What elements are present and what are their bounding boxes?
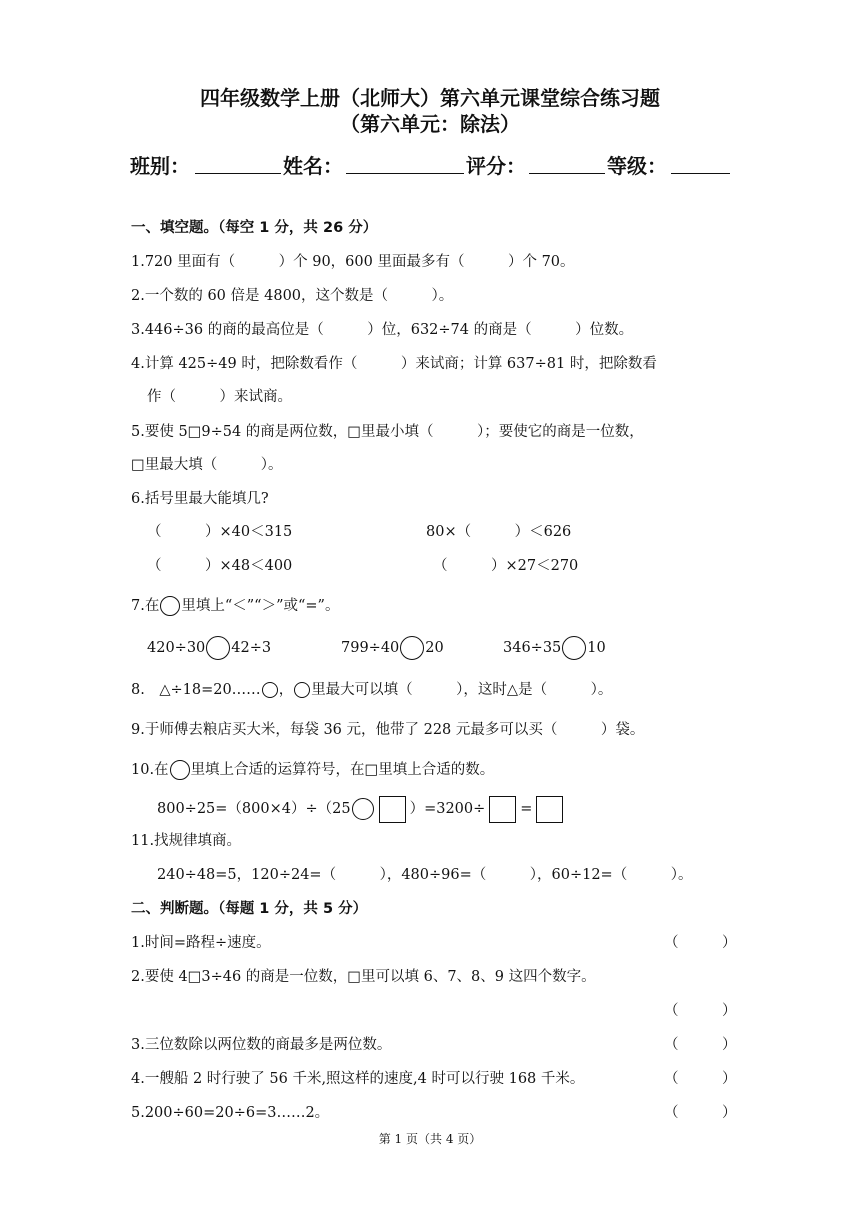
grade-label: 等级： xyxy=(607,154,667,178)
question-1-9: 9.于师傅去粮店买大米，每袋 36 元，他带了 228 元最多可以买（ ）袋。 xyxy=(131,722,645,738)
question-1-10-equation: 800÷25=（800×4）÷（25 ）=3200÷ = xyxy=(157,794,567,824)
operator-circle-icon[interactable] xyxy=(352,798,374,820)
judge-question-5: 5.200÷60=20÷6=3……2。 xyxy=(131,1105,330,1121)
answer-paren[interactable]: （ ） xyxy=(664,1105,737,1121)
question-1-7-a: 420÷30 42÷3 xyxy=(147,636,271,660)
answer-paren[interactable]: （ ） xyxy=(664,935,737,951)
question-1-7-b: 799÷40 20 xyxy=(341,636,444,660)
name-label: 姓名： xyxy=(283,154,343,178)
question-1-3: 3.446÷36 的商的最高位是（ ）位，632÷74 的商是（ ）位数。 xyxy=(131,322,634,338)
question-1-6: 6.括号里最大能填几? xyxy=(131,491,269,507)
answer-box[interactable] xyxy=(379,796,406,823)
judge-question-4: 4.一艘船 2 时行驶了 56 千米,照这样的速度,4 时可以行驶 168 千米。 xyxy=(131,1071,585,1087)
question-1-6-d: （ ）×27＜270 xyxy=(433,558,579,574)
question-1-7-c: 346÷35 10 xyxy=(503,636,606,660)
question-1-2: 2.一个数的 60 倍是 4800，这个数是（ ）。 xyxy=(131,288,454,304)
question-1-10: 10.在 里填上合适的运算符号，在□里填上合适的数。 xyxy=(131,762,495,778)
question-1-1: 1.720 里面有（ ）个 90，600 里面最多有（ ）个 70。 xyxy=(131,254,575,270)
student-info-row xyxy=(130,150,730,180)
question-1-6-b: 80×（ ）＜626 xyxy=(426,524,572,540)
question-1-11: 11.找规律填商。 xyxy=(131,833,242,849)
judge-question-2: 2.要使 4□3÷46 的商是一位数，□里可以填 6、7、8、9 这四个数字。 xyxy=(131,969,596,985)
question-1-7: 7.在 里填上“＜”“＞”或“=”。 xyxy=(131,598,340,614)
circle-icon xyxy=(262,682,278,698)
circle-icon xyxy=(294,682,310,698)
question-1-8: 8. △÷18=20…… ， 里最大可以填（ ），这时△是（ ）。 xyxy=(131,682,613,698)
question-1-5-line1: 5.要使 5□9÷54 的商是两位数，□里最小填（ ）；要使它的商是一位数， xyxy=(131,424,644,440)
judge-question-3: 3.三位数除以两位数的商最多是两位数。 xyxy=(131,1037,392,1053)
answer-paren[interactable]: （ ） xyxy=(664,1037,737,1053)
answer-box[interactable] xyxy=(489,796,516,823)
class-blank[interactable] xyxy=(195,173,281,174)
grade-blank[interactable] xyxy=(671,173,730,174)
name-blank[interactable] xyxy=(346,173,464,174)
question-1-11-sequence: 240÷48=5，120÷24=（ ），480÷96=（ ），60÷12=（ ）。 xyxy=(157,867,693,883)
compare-circle-icon[interactable] xyxy=(400,636,424,660)
question-1-4-line1: 4.计算 425÷49 时，把除数看作（ ）来试商；计算 637÷81 时，把除数看 xyxy=(131,356,657,372)
question-1-6-c: （ ）×48＜400 xyxy=(147,558,293,574)
question-1-5-line2: □里最大填（ ）。 xyxy=(131,457,283,473)
question-1-6-a: （ ）×40＜315 xyxy=(147,524,293,540)
judge-question-1: 1.时间=路程÷速度。 xyxy=(131,935,271,951)
answer-paren[interactable]: （ ） xyxy=(664,1003,737,1019)
answer-paren[interactable]: （ ） xyxy=(664,1071,737,1087)
page-title: 四年级数学上册（北师大）第六单元课堂综合练习题 xyxy=(200,86,660,110)
compare-circle-icon[interactable] xyxy=(206,636,230,660)
circle-icon xyxy=(160,596,180,616)
section2-heading: 二、判断题。（每题 1 分，共 5 分） xyxy=(131,901,368,917)
section1-heading: 一、填空题。（每空 1 分，共 26 分） xyxy=(131,220,378,236)
circle-icon xyxy=(170,760,190,780)
class-label: 班别： xyxy=(130,154,190,178)
compare-circle-icon[interactable] xyxy=(562,636,586,660)
score-label: 评分： xyxy=(466,154,526,178)
answer-box[interactable] xyxy=(536,796,563,823)
page-footer: 第 1 页（共 4 页） xyxy=(378,1132,482,1146)
page-subtitle: （第六单元：除法） xyxy=(340,112,520,136)
score-blank[interactable] xyxy=(529,173,605,174)
question-1-4-line2: 作（ ）来试商。 xyxy=(147,389,292,405)
